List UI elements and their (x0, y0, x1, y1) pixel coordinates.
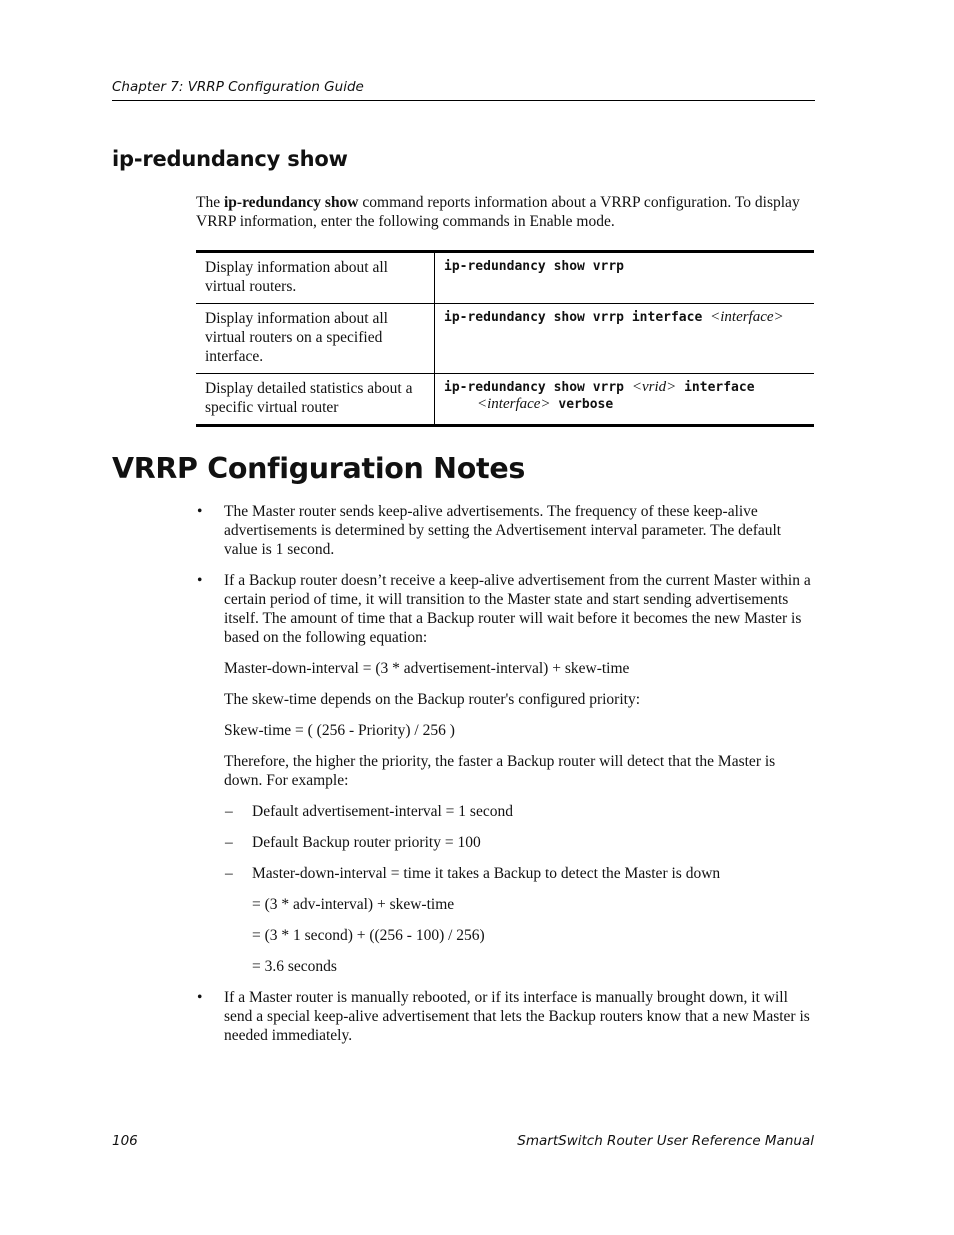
intro-paragraph (196, 193, 816, 231)
calculation-line: = (3 * adv-interval) + skew-time (252, 896, 455, 913)
list-item (224, 833, 816, 852)
row-command (435, 304, 815, 374)
row-description: Display information about all virtual routers on a specified interface. (196, 304, 435, 374)
bullet-text: If a Master router is manually rebooted, or if its interface is manually brought down, it will send a special keep-alive advertisement that lets the Backup routers know that a new Master is needed immediately. (224, 989, 810, 1044)
command-text: interface (676, 380, 755, 395)
list-item (224, 864, 816, 883)
command-table (196, 250, 814, 427)
intro-command: ip-redundancy show (223, 194, 359, 211)
manual-title: SmartSwitch Router User Reference Manual (517, 1133, 814, 1149)
command-argument: <interface> (477, 396, 551, 412)
equation: Skew-time = ( (256 - Priority) / 256 ) (224, 722, 455, 739)
command-text: ip-redundancy show vrrp (444, 380, 632, 395)
command-text: ip-redundancy show vrrp interface (444, 310, 711, 325)
list-item (224, 802, 816, 821)
dash-text: Default Backup router priority = 100 (252, 834, 481, 851)
dash-text: Master-down-interval = time it takes a Backup to detect the Master is down (252, 865, 721, 882)
row-description: Display information about all virtual routers. (196, 252, 435, 304)
bullet-text: If a Backup router doesn’t receive a keep-alive advertisement from the current Master within a certain period of time, it will transition to the Master state and start sending advertisements itself. The amount of time that a Backup router will wait before it becomes the new Master is based on the following equation: (224, 572, 811, 646)
calculation-line: = (3 * 1 second) + ((256 - 100) / 256) (252, 927, 485, 944)
equation: Master-down-interval = (3 * advertisement-interval) + skew-time (224, 660, 630, 677)
command-argument: <interface> (710, 309, 784, 325)
list-item (196, 988, 816, 1045)
bullet-text: The Master router sends keep-alive advertisements. The frequency of these keep-alive advertisements is determined by setting the Advertisement interval parameter. The default value is 1 second. (224, 503, 782, 558)
list-item (196, 502, 816, 559)
row-command (435, 252, 815, 304)
intro-suffix: command reports information about a VRRP configuration. To display VRRP information, enter the following commands in Enable mode. (196, 194, 800, 230)
command-text: verbose (550, 397, 614, 412)
bullet-mark: • (197, 989, 203, 1006)
list-item (196, 571, 816, 976)
calculation-line: = 3.6 seconds (252, 958, 337, 975)
section-heading: ip-redundancy show (112, 147, 348, 171)
dash-mark: – (225, 803, 233, 820)
command-text: ip-redundancy show vrrp (444, 259, 625, 274)
paragraph: The skew-time depends on the Backup router's configured priority: (224, 691, 641, 708)
table-row (196, 252, 814, 304)
paragraph: Therefore, the higher the priority, the faster a Backup router will detect that the Master is down. For example: (224, 753, 776, 789)
running-header: Chapter 7: VRRP Configuration Guide (112, 79, 815, 101)
page-number: 106 (112, 1133, 138, 1149)
notes-heading: VRRP Configuration Notes (112, 452, 526, 485)
command-argument: <vrid> (631, 379, 677, 395)
notes-body (196, 502, 816, 1057)
table-row (196, 304, 814, 374)
row-command (435, 374, 815, 426)
table-row (196, 374, 814, 426)
dash-text: Default advertisement-interval = 1 second (252, 803, 513, 820)
dash-mark: – (225, 834, 233, 851)
bullet-mark: • (197, 503, 203, 520)
bullet-mark: • (197, 572, 203, 589)
intro-prefix: The (196, 194, 224, 211)
row-description: Display detailed statistics about a specific virtual router (196, 374, 435, 426)
dash-mark: – (225, 865, 233, 882)
